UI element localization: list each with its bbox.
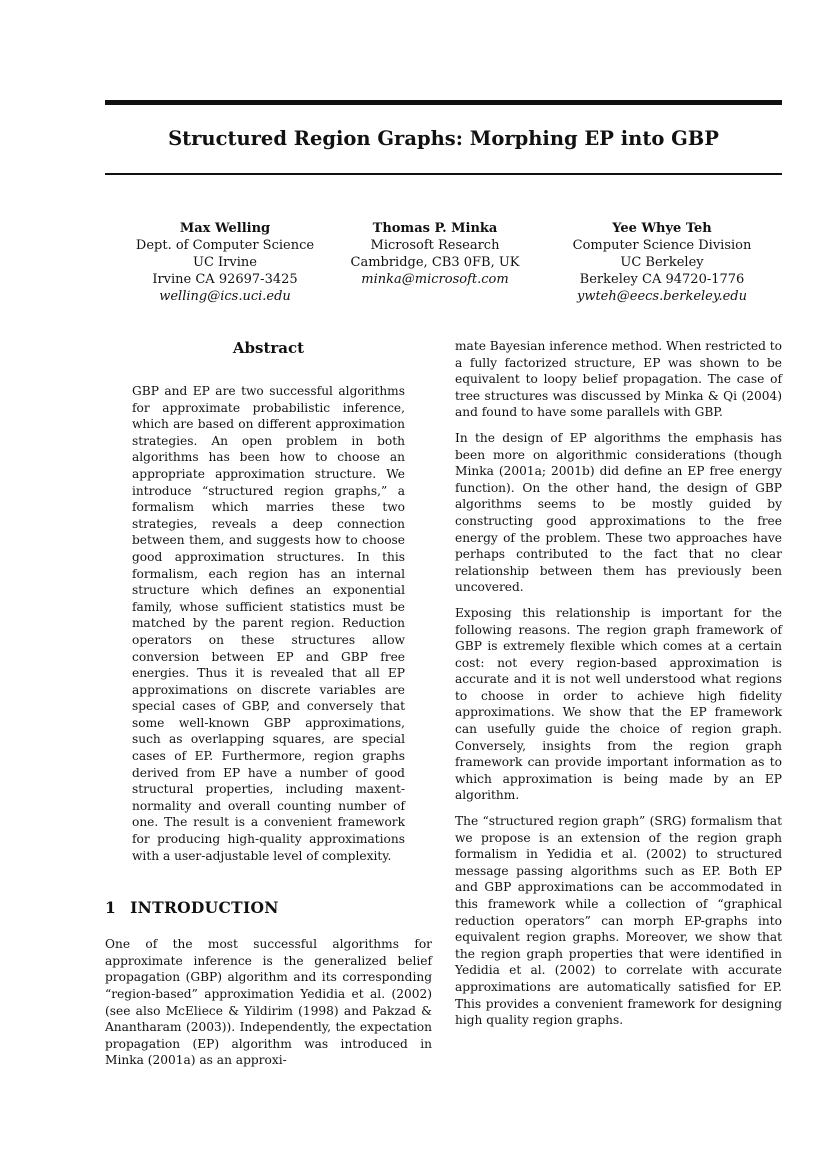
author-name: Thomas P. Minka: [372, 221, 498, 236]
intro-paragraph-3: In the design of EP algorithms the emphasis has been more on algorithmic considerations (though Minka (2001a; 2001b) did define an EP free energy function). On the other hand, the design of GBP algorithms seems to be mostly guided by constructing good approximations to the free energy of the problem. These two approaches have perhaps contributed to the fact that no clear relationship between them has previously been uncovered.: [455, 430, 782, 595]
abstract-heading: Abstract: [232, 339, 305, 357]
author-address: Berkeley CA 94720-1776: [579, 272, 745, 287]
right-column: [455, 338, 782, 1038]
author-name: Yee Whye Teh: [612, 221, 712, 236]
author-affiliation: Microsoft Research: [370, 238, 500, 253]
title-bottom-rule: [105, 173, 782, 175]
author-3: [547, 220, 777, 305]
intro-paragraph-5: The “structured region graph” (SRG) formalism that we propose is an extension of the region graph formalism in Yedidia et al. (2002) to structured message passing algorithms such as EP. Both EP and GBP approximations can be accommodated in this framework while a collection of “graphical reduction operators” can morph EP-graphs into equivalent region graphs. Moreover, we show that the region graph properties that were identified in Yedidia et al. (2002) to correlate with accurate approximations are automatically satisfied for EP. This provides a convenient framework for designing high quality region graphs.: [455, 814, 782, 1028]
intro-paragraph-4: Exposing this relationship is important for the following reasons. The region graph framework of GBP is extremely flexible which comes at a certain cost: not every region-based approximation is accurate and it is not well understood what regions to choose in order to achieve high fidelity approximations. We show that the EP framework can usefully guide the choice of region graph. Conversely, insights from the region graph framework can provide important information as to which approximation is being made by an EP algorithm.: [455, 605, 782, 803]
paper-title: Structured Region Graphs: Morphing EP into GBP: [168, 127, 719, 150]
author-institution: UC Berkeley: [620, 255, 704, 270]
author-institution: UC Irvine: [193, 255, 257, 270]
section-title: INTRODUCTION: [130, 898, 279, 918]
author-2: [320, 220, 550, 288]
left-column: [105, 338, 432, 1078]
author-email: minka@microsoft.com: [361, 272, 509, 287]
section-heading: [105, 898, 432, 918]
intro-paragraph-2: mate Bayesian inference method. When restricted to a fully factorized structure, EP was shown to be equivalent to loopy belief propagation. The case of tree structures was discussed by Minka & Qi (2004) and found to have some parallels with GBP.: [455, 339, 783, 420]
author-email: ywteh@eecs.berkeley.edu: [576, 289, 748, 304]
title-top-rule: [105, 100, 782, 105]
section-number: 1: [105, 898, 117, 918]
author-block: [105, 220, 782, 310]
author-address: Irvine CA 92697-3425: [152, 272, 298, 287]
author-affiliation: Computer Science Division: [572, 238, 752, 253]
intro-paragraph-1: One of the most successful algorithms for approximate inference is the generalized belief propagation (GBP) algorithm and its corresponding “region-based” approximation Yedidia et al. (2002) (see also McEliece & Yildirim (1998) and Pakzad & Anantharam (2003)). Independently, the expectation propagation (EP) algorithm was introduced in Minka (2001a) as an approxi-: [105, 937, 432, 1068]
author-name: Max Welling: [179, 221, 271, 236]
author-email: welling@ics.uci.edu: [159, 289, 291, 304]
abstract-text: GBP and EP are two successful algorithms for approximate probabilistic inference, which are based on different approximation strategies. An open problem in both algorithms has been how to choose an appropriate approximation structure. We introduce “structured region graphs,” a formalism which marries these two strategies, reveals a deep connection between them, and suggests how to choose good approximation structures. In this formalism, each region has an internal structure which defines an exponential family, whose sufficient statistics must be matched by the parent region. Reduction operators on these structures allow conversion between EP and GBP free energies. Thus it is revealed that all EP approximations on discrete variables are special cases of GBP, and conversely that some well-known GBP approximations, such as overlapping squares, are special cases of EP. Furthermore, region graphs derived from EP have a number of good structural properties, including maxent-normality and overall counting number of one. The result is a convenient framework for producing high-quality approximations with a user-adjustable level of complexity.: [132, 384, 405, 863]
author-affiliation: Dept. of Computer Science: [135, 238, 315, 253]
author-institution: Cambridge, CB3 0FB, UK: [350, 255, 520, 270]
author-1: [110, 220, 340, 305]
